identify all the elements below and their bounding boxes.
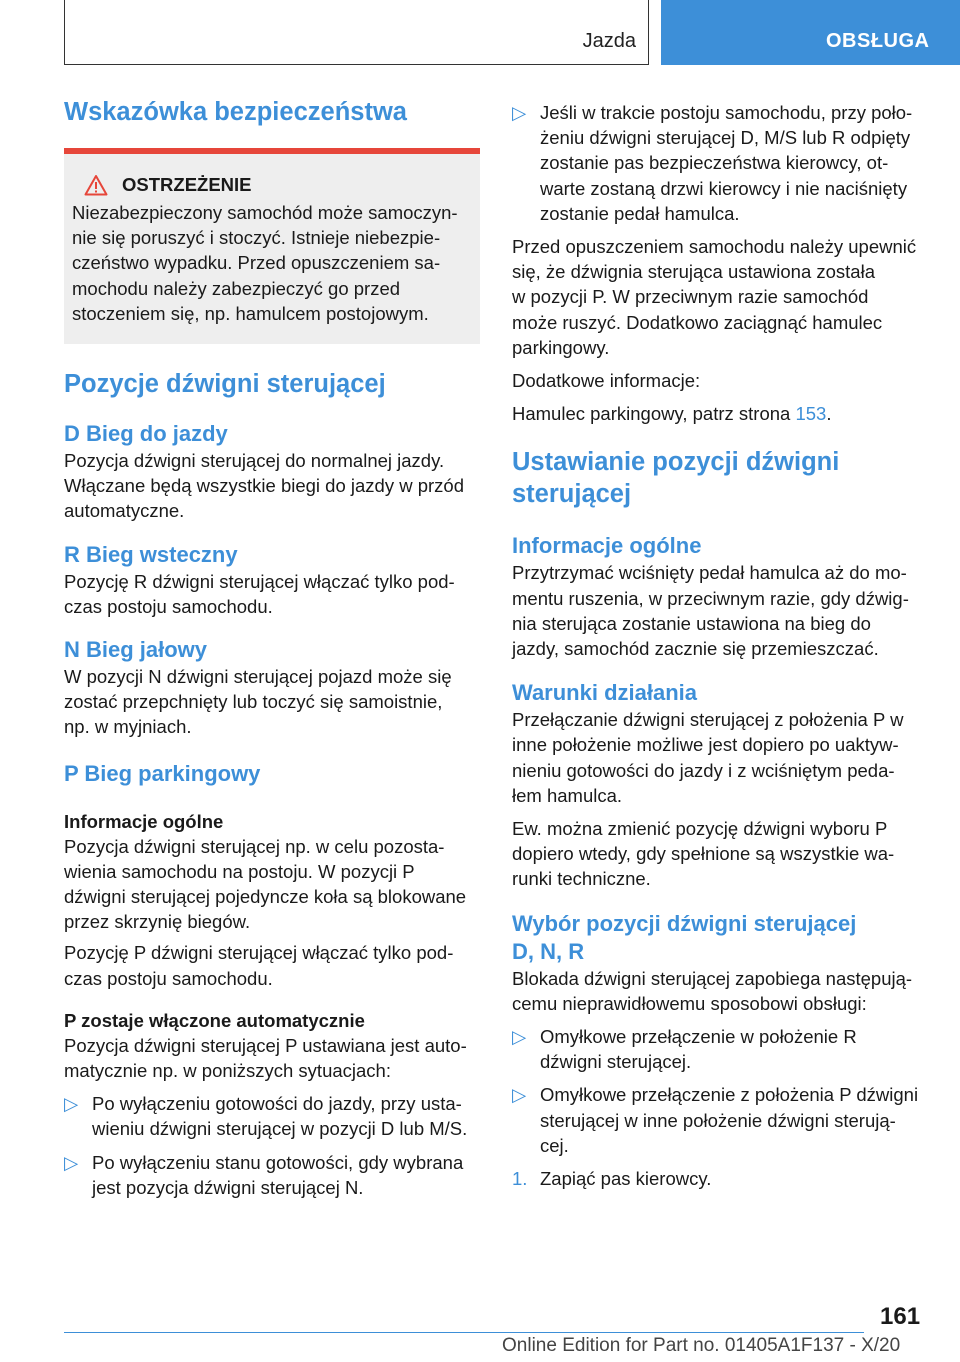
select-list <box>512 1024 928 1191</box>
n-text: W pozycji N dźwigni sterującej pojazd może się zostać przepchnięty lub toczyć się samoistnie, np. w myjniach. <box>64 666 452 738</box>
positions-heading: Pozycje dźwigni sterującej <box>64 370 386 399</box>
setting-heading: Ustawianie pozycji dźwigni sterującej <box>512 448 840 509</box>
bullet-arrow-icon: ▷ <box>64 1093 79 1115</box>
left-column <box>64 96 480 1200</box>
conditions-text: Przełączanie dźwigni sterującej z położenia P w inne położenie możliwe jest dopiero po uaktyw- nieniu gotowości do jazdy i z wciśniętym peda- łem hamulca. <box>512 709 904 806</box>
warning-header <box>72 174 470 196</box>
select-heading: Wybór pozycji dźwigni sterującej D, N, R <box>512 910 857 964</box>
p-info-text: Pozycja dźwigni sterującej np. w celu pozosta- wienia samochodu na postoju. W pozycji P dźwigni sterującej pojedyncze koła są blokowane przez skrzynię biegów. <box>64 835 467 933</box>
right-top-list <box>512 100 928 226</box>
header-frame <box>64 0 649 65</box>
select-text: Blokada dźwigni sterującej zapobiega następują- cemu nieprawidłowemu sposobowi obsługi: <box>512 967 913 1014</box>
list-item: ▷ Omyłkowe przełączenie w położenie R dźwigni sterującej. <box>512 1026 857 1073</box>
bullet-arrow-icon: ▷ <box>64 1151 79 1173</box>
extra-info-label: Dodatkowe informacje: <box>512 370 701 392</box>
safety-heading: Wskazówka bezpieczeństwa <box>64 98 407 126</box>
numbered-step: 1. Zapiąć pas kierowcy. <box>512 1166 928 1191</box>
warning-title: OSTRZEŻENIE <box>122 174 252 195</box>
conditions-heading: Warunki działania <box>512 680 698 706</box>
p-info-heading: Informacje ogólne <box>64 810 224 832</box>
conditions-text-2: Ew. można zmienić pozycję dźwigni wyboru P dopiero wtedy, gdy spełnione są wszystkie wa- runki techniczne. <box>512 818 895 890</box>
warning-box <box>64 148 480 344</box>
d-text: Pozycja dźwigni sterującej do normalnej jazdy. Włączane będą wszystkie biegi do jazdy w przód automatyczne. <box>64 450 464 522</box>
list-item: ▷ Po wyłączeniu gotowości do jazdy, przy usta- wieniu dźwigni sterującej w pozycji D lub M/S. <box>64 1093 468 1140</box>
footer-text: Online Edition for Part no. 01405A1F137 - X/20 <box>502 1335 901 1356</box>
p-auto-heading: P zostaje włączone automatycznie <box>64 1009 365 1031</box>
leaving-text: Przed opuszczeniem samochodu należy upewnić się, że dźwignia sterująca ustawiona została w pozycji P. W przeciwnym razie samochód może ruszyć. Dodatkowo zaciągnąć hamulec parkingowy. <box>512 236 917 358</box>
d-heading: D Bieg do jazdy <box>64 421 228 447</box>
list-item: ▷ Jeśli w trakcie postoju samochodu, przy poło- żeniu dźwigni sterującej D, M/S lub R odpięty zostanie pas bezpieczeństwa kierowcy, ot- warte zostaną drzwi kierowcy i nie naciśnięty zostanie pedał hamulca. <box>512 102 913 224</box>
p-info-text-2: Pozycję P dźwigni sterującej włączać tylko pod- czas postoju samochodu. <box>64 942 454 989</box>
step-number: 1. <box>512 1168 528 1190</box>
p-heading: P Bieg parkingowy <box>64 760 261 786</box>
general-heading: Informacje ogólne <box>512 533 702 559</box>
p-auto-text: Pozycja dźwigni sterującej P ustawiana jest auto- matycznie np. w poniższych sytuacjach: <box>64 1034 467 1082</box>
page-link[interactable]: 153 <box>795 403 827 425</box>
bullet-arrow-icon: ▷ <box>512 1084 527 1106</box>
bullet-arrow-icon: ▷ <box>512 1026 527 1048</box>
footer-divider <box>64 1332 864 1333</box>
right-column <box>512 96 928 1191</box>
r-heading: R Bieg wsteczny <box>64 541 238 567</box>
header-section-label: Jazda <box>582 30 636 52</box>
warning-text: Niezabezpieczony samochód może samoczyn- nie się poruszyć i stoczyć. Istnieje niebezpie- czeństwo wypadku. Przed opuszczeniem sa- mochodu należy zabezpieczyć go przed stoczeniem się, np. hamulcem postojowym. <box>72 202 458 324</box>
n-heading: N Bieg jałowy <box>64 637 208 663</box>
header-tab-label: OBSŁUGA <box>826 30 930 52</box>
p-auto-list <box>64 1091 480 1200</box>
page-number: 161 <box>880 1303 921 1330</box>
header-tab <box>661 0 960 65</box>
warning-triangle-icon <box>84 174 108 196</box>
parking-brake-reference: Hamulec parkingowy, patrz strona 153. <box>512 403 832 425</box>
list-item: ▷ Po wyłączeniu stanu gotowości, gdy wybrana jest pozycja dźwigni sterującej N. <box>64 1151 464 1198</box>
r-text: Pozycję R dźwigni sterującej włączać tylko pod- czas postoju samochodu. <box>64 570 455 617</box>
general-text: Przytrzymać wciśnięty pedał hamulca aż do mo- mentu ruszenia, w przeciwnym razie, gdy dźwig- nia sterująca zostanie ustawiona na bieg do jazdy, samochód zacznie się przemieszczać. <box>512 562 909 660</box>
bullet-arrow-icon: ▷ <box>512 102 527 123</box>
list-item: ▷ Omyłkowe przełączenie z położenia P dźwigni sterującej w inne położenie dźwigni sterują- cej. <box>512 1084 919 1156</box>
